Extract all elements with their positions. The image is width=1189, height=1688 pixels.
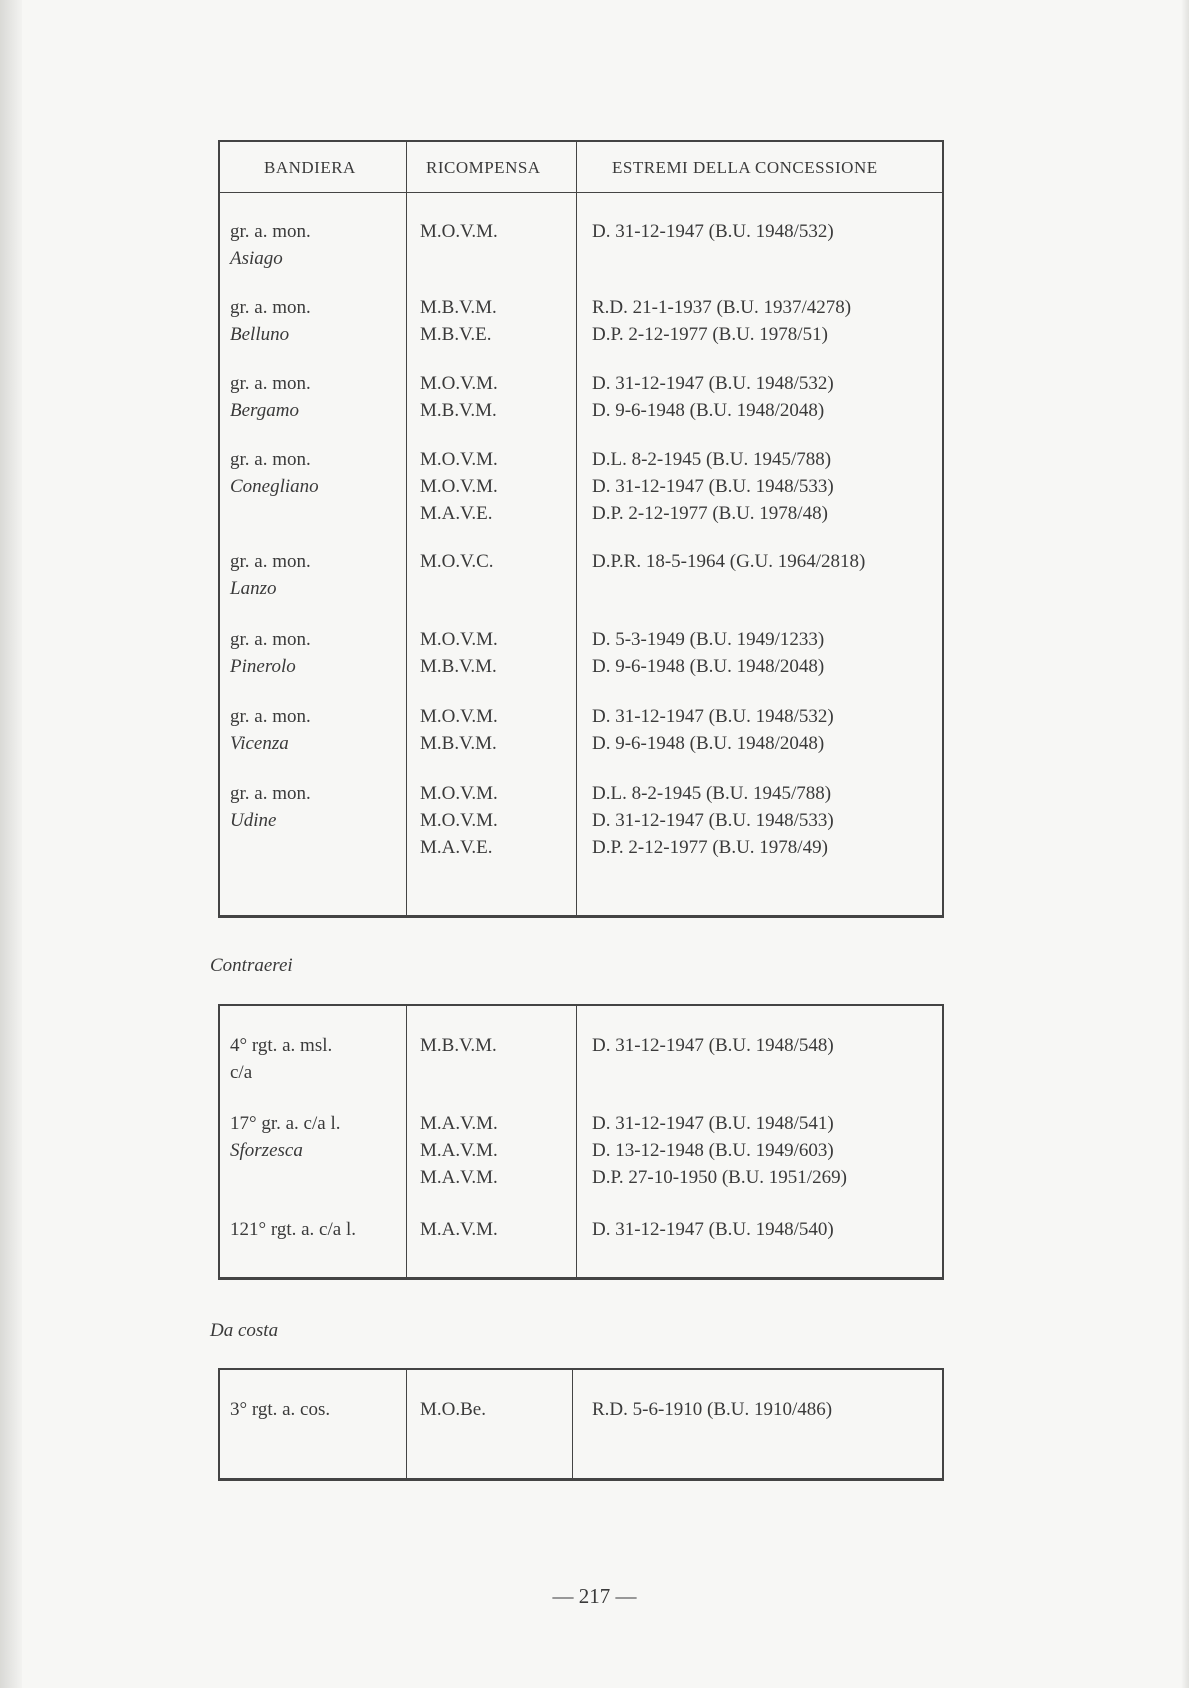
unit-cell: gr. a. mon. Vicenza	[230, 706, 311, 754]
column-divider	[406, 140, 407, 918]
reference-cell: D. 31-12-1947 (B.U. 1948/548)	[592, 1035, 834, 1056]
award-cell: M.O.V.M. M.O.V.M. M.A.V.E.	[420, 449, 498, 524]
award-cell: M.O.V.M. M.B.V.M.	[420, 706, 498, 754]
header-divider	[218, 192, 944, 193]
award-cell: M.O.Be.	[420, 1399, 486, 1420]
unit-cell: gr. a. mon. Conegliano	[230, 449, 319, 497]
award-cell: M.B.V.M.	[420, 1035, 497, 1056]
reference-cell: D. 31-12-1947 (B.U. 1948/532) D. 9-6-1948 (B.U. 1948/2048)	[592, 373, 834, 421]
unit-cell: gr. a. mon. Udine	[230, 783, 311, 831]
unit-cell: gr. a. mon. Belluno	[230, 297, 311, 345]
award-cell: M.A.V.M.	[420, 1219, 498, 1240]
reference-cell: R.D. 5-6-1910 (B.U. 1910/486)	[592, 1399, 833, 1420]
reference-cell: D. 31-12-1947 (B.U. 1948/540)	[592, 1219, 834, 1240]
unit-cell: 3° rgt. a. cos.	[230, 1399, 331, 1420]
award-cell: M.A.V.M. M.A.V.M. M.A.V.M.	[420, 1113, 498, 1188]
awards-table-contraerei	[218, 1004, 948, 1280]
unit-cell: 17° gr. a. c/a l. Sforzesca	[230, 1113, 341, 1161]
reference-cell: D.P.R. 18-5-1964 (G.U. 1964/2818)	[592, 551, 866, 572]
header-ricompensa: RICOMPENSA	[426, 158, 541, 177]
page-edge-shadow-left	[0, 0, 22, 1688]
column-divider	[406, 1368, 407, 1481]
reference-cell: R.D. 21-1-1937 (B.U. 1937/4278) D.P. 2-12-1977 (B.U. 1978/51)	[592, 297, 852, 345]
unit-cell: gr. a. mon. Asiago	[230, 221, 311, 269]
awards-table-main	[218, 140, 948, 918]
award-cell: M.O.V.M. M.B.V.M.	[420, 629, 498, 677]
reference-cell: D.L. 8-2-1945 (B.U. 1945/788) D. 31-12-1947 (B.U. 1948/533) D.P. 2-12-1977 (B.U. 1978/49)	[592, 783, 834, 858]
column-divider	[406, 1004, 407, 1280]
table-frame	[218, 1368, 944, 1481]
award-cell: M.O.V.C.	[420, 551, 494, 572]
column-divider	[576, 140, 577, 918]
award-cell: M.O.V.M. M.O.V.M. M.A.V.E.	[420, 783, 498, 858]
page-edge-shadow-right	[1181, 0, 1189, 1688]
unit-cell: gr. a. mon. Pinerolo	[230, 629, 311, 677]
column-divider	[576, 1004, 577, 1280]
header-bandiera: BANDIERA	[264, 158, 356, 177]
unit-cell: gr. a. mon. Lanzo	[230, 551, 311, 599]
reference-cell: D. 5-3-1949 (B.U. 1949/1233) D. 9-6-1948 (B.U. 1948/2048)	[592, 629, 825, 677]
section-title-da-costa: Da costa	[210, 1320, 279, 1341]
unit-cell: 121° rgt. a. c/a l.	[230, 1219, 356, 1240]
header-estremi: ESTREMI DELLA CONCESSIONE	[612, 158, 878, 177]
page-number: — 217 —	[552, 1584, 637, 1608]
unit-cell: gr. a. mon. Bergamo	[230, 373, 311, 421]
award-cell: M.B.V.M. M.B.V.E.	[420, 297, 497, 345]
section-title-contraerei: Contraerei	[210, 955, 293, 976]
column-divider	[572, 1368, 573, 1481]
reference-cell: D.L. 8-2-1945 (B.U. 1945/788) D. 31-12-1947 (B.U. 1948/533) D.P. 2-12-1977 (B.U. 1978/48)	[592, 449, 834, 524]
unit-cell: 4° rgt. a. msl. c/a	[230, 1035, 333, 1083]
reference-cell: D. 31-12-1947 (B.U. 1948/541) D. 13-12-1948 (B.U. 1949/603) D.P. 27-10-1950 (B.U. 1951/269)	[592, 1113, 847, 1188]
reference-cell: D. 31-12-1947 (B.U. 1948/532)	[592, 221, 834, 242]
reference-cell: D. 31-12-1947 (B.U. 1948/532) D. 9-6-1948 (B.U. 1948/2048)	[592, 706, 834, 754]
award-cell: M.O.V.M. M.B.V.M.	[420, 373, 498, 421]
awards-table-da-costa	[218, 1368, 948, 1481]
award-cell: M.O.V.M.	[420, 221, 498, 242]
